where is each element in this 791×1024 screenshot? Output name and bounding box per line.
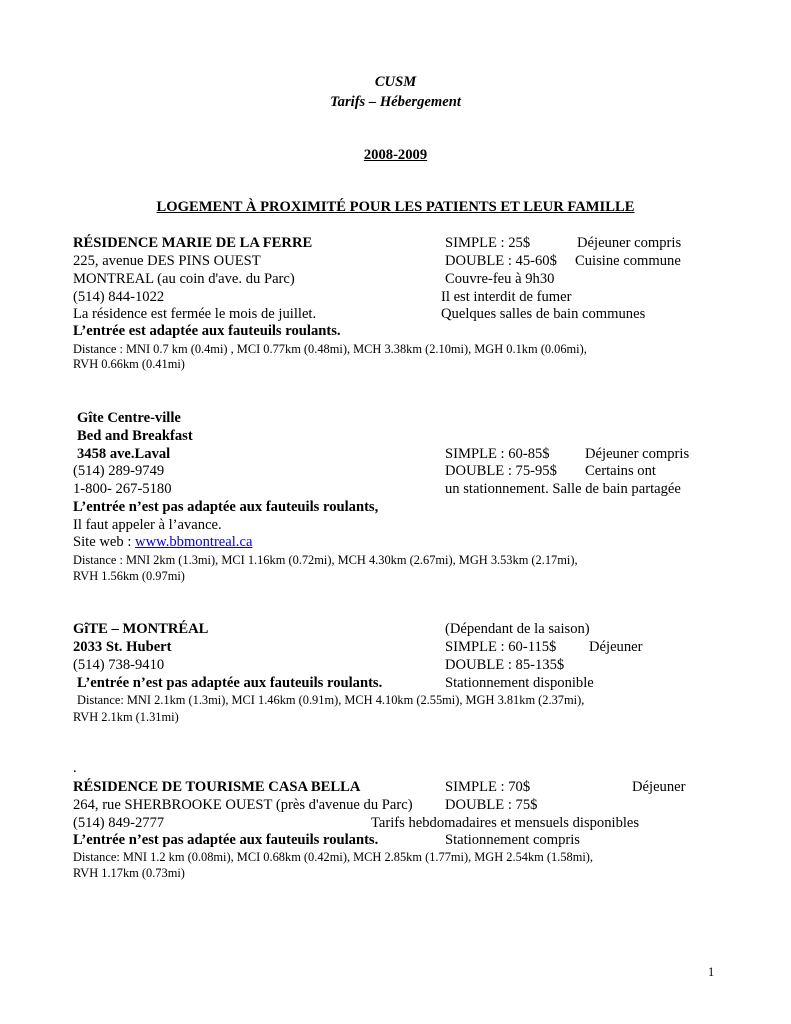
- double-note: Certains ont: [585, 463, 656, 479]
- distance-line: RVH 1.56km (0.97mi): [73, 569, 185, 583]
- season-note: (Dépendant de la saison): [445, 621, 590, 637]
- listing-address: 2033 St. Hubert: [73, 639, 172, 655]
- listing-city: MONTREAL (au coin d'ave. du Parc): [73, 271, 295, 287]
- distance-line: Distance: MNI 2.1km (1.3mi), MCI 1.46km (0.91m), MCH 4.10km (2.55mi), MGH 3.81km (2.37mi),: [77, 693, 585, 707]
- year-heading: 2008-2009: [363, 147, 428, 163]
- bath-note: Quelques salles de bain communes: [441, 306, 646, 322]
- distance-line: RVH 1.17km (0.73mi): [73, 866, 185, 880]
- distance-line: Distance : MNI 2km (1.3mi), MCI 1.16km (0.72mi), MCH 4.30km (2.67mi), MGH 3.53km (2.17mi),: [73, 553, 578, 567]
- parking-note: Stationnement disponible: [445, 675, 594, 691]
- listing-name: GîTE – MONTRÉAL: [73, 621, 209, 637]
- simple-rate: SIMPLE : 25$: [445, 235, 531, 251]
- simple-note: Déjeuner compris: [585, 446, 690, 462]
- double-note: Cuisine commune: [575, 253, 681, 269]
- doc-subtitle: Tarifs – Hébergement: [330, 94, 461, 110]
- simple-note: Déjeuner: [632, 779, 686, 795]
- website-label: Site web :: [73, 534, 136, 550]
- listing-phone: (514) 844-1022: [73, 289, 165, 305]
- listing-name: RÉSIDENCE MARIE DE LA FERRE: [73, 235, 313, 251]
- accessibility-note: L’entrée n’est pas adaptée aux fauteuils roulants.: [73, 832, 379, 848]
- curfew-note: Couvre-feu à 9h30: [445, 271, 555, 287]
- listing-address: 225, avenue DES PINS OUEST: [73, 253, 261, 269]
- accessibility-note: L’entrée est adaptée aux fauteuils roulants.: [73, 323, 341, 339]
- simple-rate: SIMPLE : 70$: [445, 779, 531, 795]
- simple-rate: SIMPLE : 60-115$: [445, 639, 557, 655]
- listing-note: Il faut appeler à l’avance.: [73, 517, 222, 533]
- parking-note: Stationnement compris: [445, 832, 580, 848]
- org-title: CUSM: [374, 74, 417, 90]
- accessibility-note: L’entrée n’est pas adaptée aux fauteuils roulants.: [77, 675, 383, 691]
- listing-name: RÉSIDENCE DE TOURISME CASA BELLA: [73, 779, 361, 795]
- simple-rate: SIMPLE : 60-85$: [445, 446, 550, 462]
- listing-phone-tollfree: 1-800- 267-5180: [73, 481, 172, 497]
- simple-note: Déjeuner compris: [577, 235, 682, 251]
- accessibility-note: L’entrée n’est pas adaptée aux fauteuils roulants,: [73, 499, 379, 515]
- distance-line: Distance : MNI 0.7 km (0.4mi) , MCI 0.77km (0.48mi), MCH 3.38km (2.10mi), MGH 0.1km (0.06mi),: [73, 342, 587, 356]
- listing-type: Bed and Breakfast: [77, 428, 193, 444]
- page-number: 1: [708, 965, 715, 979]
- smoking-note: Il est interdit de fumer: [441, 289, 572, 305]
- listing-phone: (514) 849-2777: [73, 815, 165, 831]
- listing-name: Gîte Centre-ville: [77, 410, 181, 426]
- distance-line: RVH 0.66km (0.41mi): [73, 357, 185, 371]
- simple-note: Déjeuner: [589, 639, 643, 655]
- distance-line: RVH 2.1km (1.31mi): [73, 710, 179, 724]
- listing-phone: (514) 738-9410: [73, 657, 165, 673]
- listing-address: 3458 ave.Laval: [77, 446, 171, 462]
- double-rate: DOUBLE : 75$: [445, 797, 538, 813]
- double-rate: DOUBLE : 75-95$: [445, 463, 557, 479]
- listing-note: La résidence est fermée le mois de juillet.: [73, 306, 317, 322]
- distance-line: Distance: MNI 1.2 km (0.08mi), MCI 0.68km (0.42mi), MCH 2.85km (1.77mi), MGH 2.54km (1.58mi),: [73, 850, 594, 864]
- website-line: [73, 534, 252, 551]
- section-heading: LOGEMENT À PROXIMITÉ POUR LES PATIENTS ET LEUR FAMILLE: [156, 199, 635, 215]
- rates-note: Tarifs hebdomadaires et mensuels disponibles: [371, 815, 640, 831]
- website-link[interactable]: www.bbmontreal.ca: [135, 534, 253, 550]
- double-rate: DOUBLE : 45-60$: [445, 253, 557, 269]
- stray-dot: .: [73, 760, 77, 776]
- double-rate: DOUBLE : 85-135$: [445, 657, 565, 673]
- listing-address: 264, rue SHERBROOKE OUEST (près d'avenue du Parc): [73, 797, 413, 813]
- extra-note: un stationnement. Salle de bain partagée: [445, 481, 681, 497]
- listing-phone: (514) 289-9749: [73, 463, 165, 479]
